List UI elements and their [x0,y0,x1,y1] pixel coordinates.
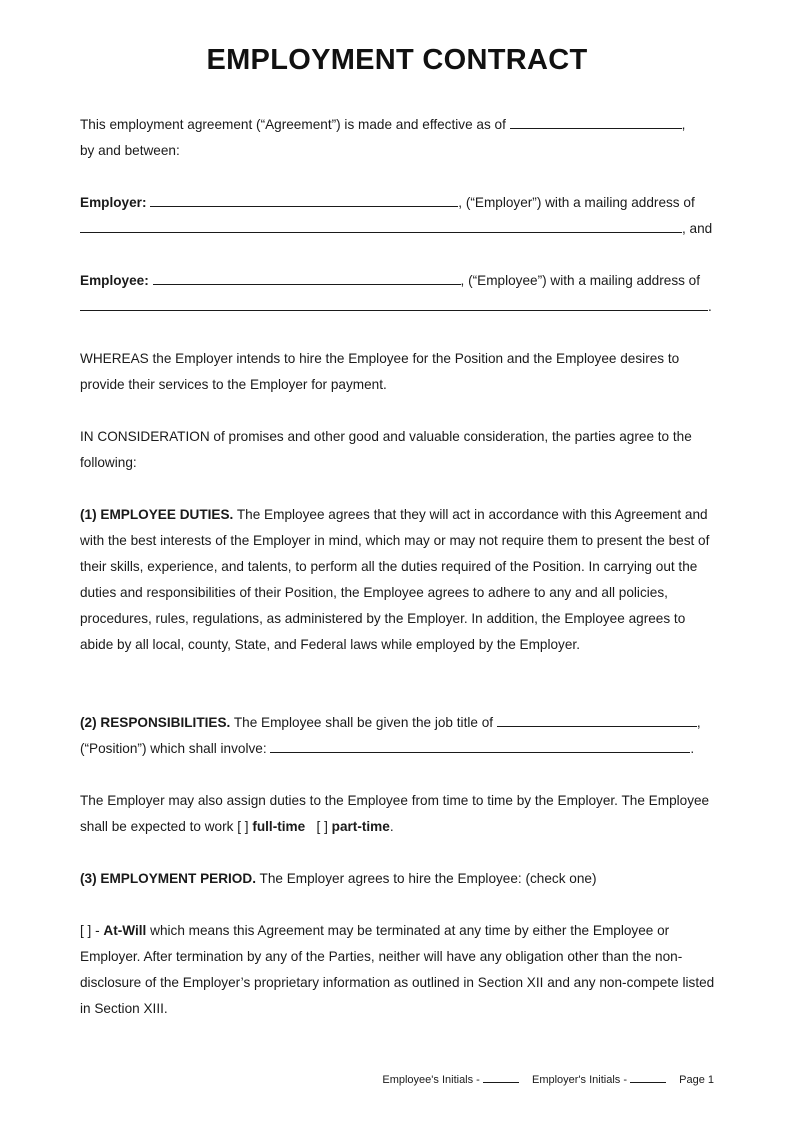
section-2-responsibilities [80,710,716,762]
page-number: Page 1 [679,1074,714,1086]
employee-text: , (“Employee”) with a mailing address of [460,273,701,288]
intro-text-2: by and between: [80,143,180,158]
employer-initials-field[interactable] [630,1072,666,1083]
employee-name-field[interactable] [153,271,461,285]
full-time-label: full-time [252,819,306,834]
whereas-paragraph: WHEREAS the Employer intends to hire the Employee for the Position and the Employee desires to provide their services to the Employer for payment. [80,351,680,392]
at-will-checkbox[interactable]: [ ] - [80,923,100,938]
full-time-checkbox[interactable]: [ ] [237,819,249,834]
intro-text: This employment agreement (“Agreement”) is made and effective as of [80,117,506,132]
at-will-label: At-Will [103,923,147,938]
employee-initials-label: Employee's Initials - [382,1074,480,1086]
section-3-body: The Employer agrees to hire the Employee: (check one) [259,871,597,886]
section-3-heading: (3) EMPLOYMENT PERIOD. [80,871,256,886]
section-3-employment-period [80,866,716,892]
employer-initials-label: Employer's Initials - [531,1074,627,1086]
at-will-paragraph [80,918,716,1022]
section-1-body: The Employee agrees that they will act in accordance with this Agreement and with the best interests of the Employer in mind, which may or may not require them to present the best of their skills, experience, and talents, to perform all the duties required of the Position. In carrying out the duties and responsibilities of their Position, the Employee agrees to adhere to any and all policies, procedures, rules, regulations, as administered by the Employer. In addition, the Employee agrees to abide by all local, county, State, and Federal laws while employed by the Employer. [80,507,710,652]
document-title: EMPLOYMENT CONTRACT [206,44,588,76]
section-2-comma: , [696,715,701,730]
employee-initials-field[interactable] [483,1072,519,1083]
employer-label: Employer: [80,195,147,210]
consideration-paragraph: IN CONSIDERATION of promises and other good and valuable consideration, the parties agree to the following: [80,429,692,470]
employee-paragraph [80,268,716,320]
employer-and: , and [682,221,713,236]
part-time-label: part-time [331,819,390,834]
work-type-paragraph [80,788,716,840]
job-title-field[interactable] [497,713,697,727]
employee-period: . [708,299,712,314]
position-duties-field[interactable] [270,739,690,753]
section-1-heading: (1) EMPLOYEE DUTIES. [80,507,234,522]
intro-paragraph [80,112,716,164]
assign-text: The Employer may also assign duties to the Employee from time to time by the Employer. The Employee shall be expected to work [80,793,710,834]
section-1-employee-duties [80,502,716,658]
section-2-heading: (2) RESPONSIBILITIES. [80,715,231,730]
intro-comma: , [681,117,686,132]
part-time-checkbox[interactable]: [ ] [316,819,328,834]
assign-period: . [389,819,394,834]
page-footer [382,1072,714,1087]
effective-date-field[interactable] [510,115,682,129]
employer-text: , (“Employer”) with a mailing address of [458,195,695,210]
employer-paragraph [80,190,716,242]
employee-label: Employee: [80,273,149,288]
section-2-text: The Employee shall be given the job title of [233,715,494,730]
employer-name-field[interactable] [150,193,458,207]
employer-address-field[interactable] [80,219,682,233]
at-will-body: which means this Agreement may be terminated at any time by either the Employee or Employer. After termination by any of the Parties, neither will have any obligation other than the non-disclosure of the Employer’s proprietary information as outlined in Section XII and any non-compete listed in Section XIII. [80,923,715,1016]
position-involve-text: (“Position”) which shall involve: [80,741,267,756]
employee-address-field[interactable] [80,297,708,311]
section-2-period: . [690,741,695,756]
